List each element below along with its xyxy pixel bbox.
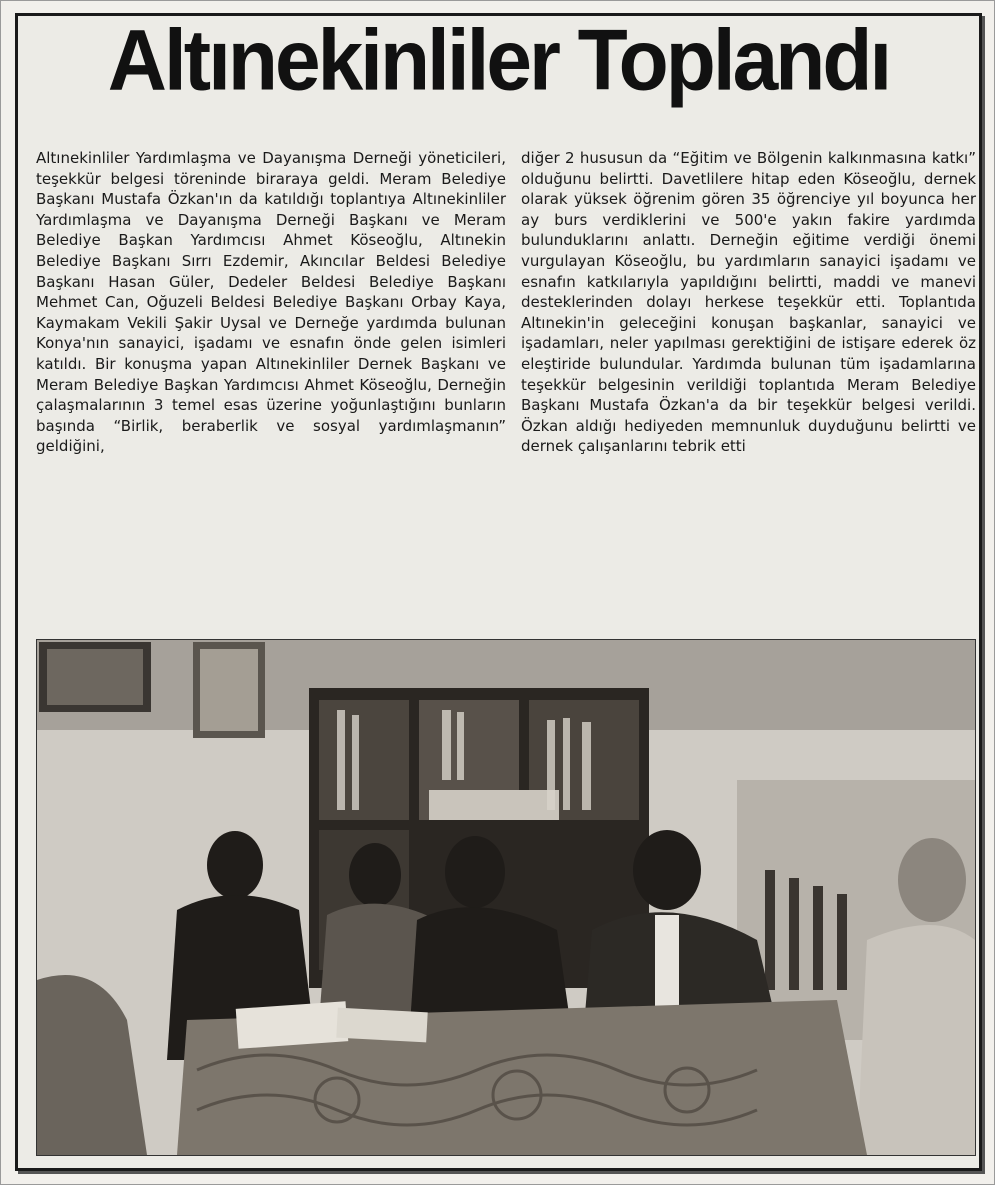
article-text-left: Altınekinliler Yardımlaşma ve Dayanışma Derneği yöneticileri, teşekkür belgesi töreninde biraraya geldi. Meram Belediye Başkanı Mustafa Özkan'ın da katıldığı toplantıya Altınekinliler Yardımlaşma ve Dayanışma Derneği Başkanı ve Meram Belediye Başkan Yardımcısı Ahmet Köseoğlu, Altınekin Belediye Başkanı Sırrı Ezdemir, Akıncılar Beldesi Belediye Başkanı Hasan Güler, Dedeler Beldesi Belediye Başkanı Mehmet Can, Oğuzeli Beldesi Belediye Başkanı Orbay Kaya, Kaymakam Vekili Şakir Uysal ve Derneğe yardımda bulunan Konya'nın sanayici, işadamı ve esnafın önde gelen isimleri katıldı. Bir konuşma yapan Altınekinliler Dernek Başkanı ve Meram Belediye Başkan Yardımcısı Ahmet Köseoğlu, Derneğin çalaşmalarının 3 temel esas üzerine yoğunlaştığını bunların başında “Birlik, beraberlik ve sosyal yardımlaşmanın” geldiğini, bbox=[36, 149, 506, 456]
article-column-left bbox=[36, 148, 506, 457]
article-column-right bbox=[521, 148, 976, 457]
meeting-photo-illustration bbox=[37, 640, 975, 1155]
newspaper-clipping bbox=[15, 13, 982, 1171]
meeting-photo bbox=[36, 639, 976, 1156]
article-text-right: diğer 2 hususun da “Eğitim ve Bölgenin kalkınmasına katkı” olduğunu belirtti. Davetlilere hitap eden Köseoğlu, dernek olarak yüksek öğrenim gören 35 öğrenciye yıl boyunca her ay burs verdiklerini ve 500'e yakın fakire yardımda bulunduklarını anlattı. Derneğin eğitime verdiği önemi vurgulayan Köseoğlu, bu yardımların sanayici işadamı ve esnafın katkılarıyla yapıldığını belirtti, maddi ve manevi desteklerinden dolayı herkese teşekkür etti. Toplantıda Altınekin'in geleceğini konuşan başkanlar, sanayici ve işadamları, neler yapılması gerektiğini de istişare ederek öz eleştiride bulundular. Yardımda bulunan tüm işadamlarına teşekkür belgesinin verildiği toplantıda Meram Belediye Başkanı Mustafa Özkan'a da bir teşekkür belgesi verildi. Özkan aldığı hediyeden memnunluk duyduğunu belirtti ve dernek çalışanlarını tebrik etti bbox=[521, 149, 976, 456]
headline: Altınekinliler Toplandı bbox=[107, 13, 890, 109]
